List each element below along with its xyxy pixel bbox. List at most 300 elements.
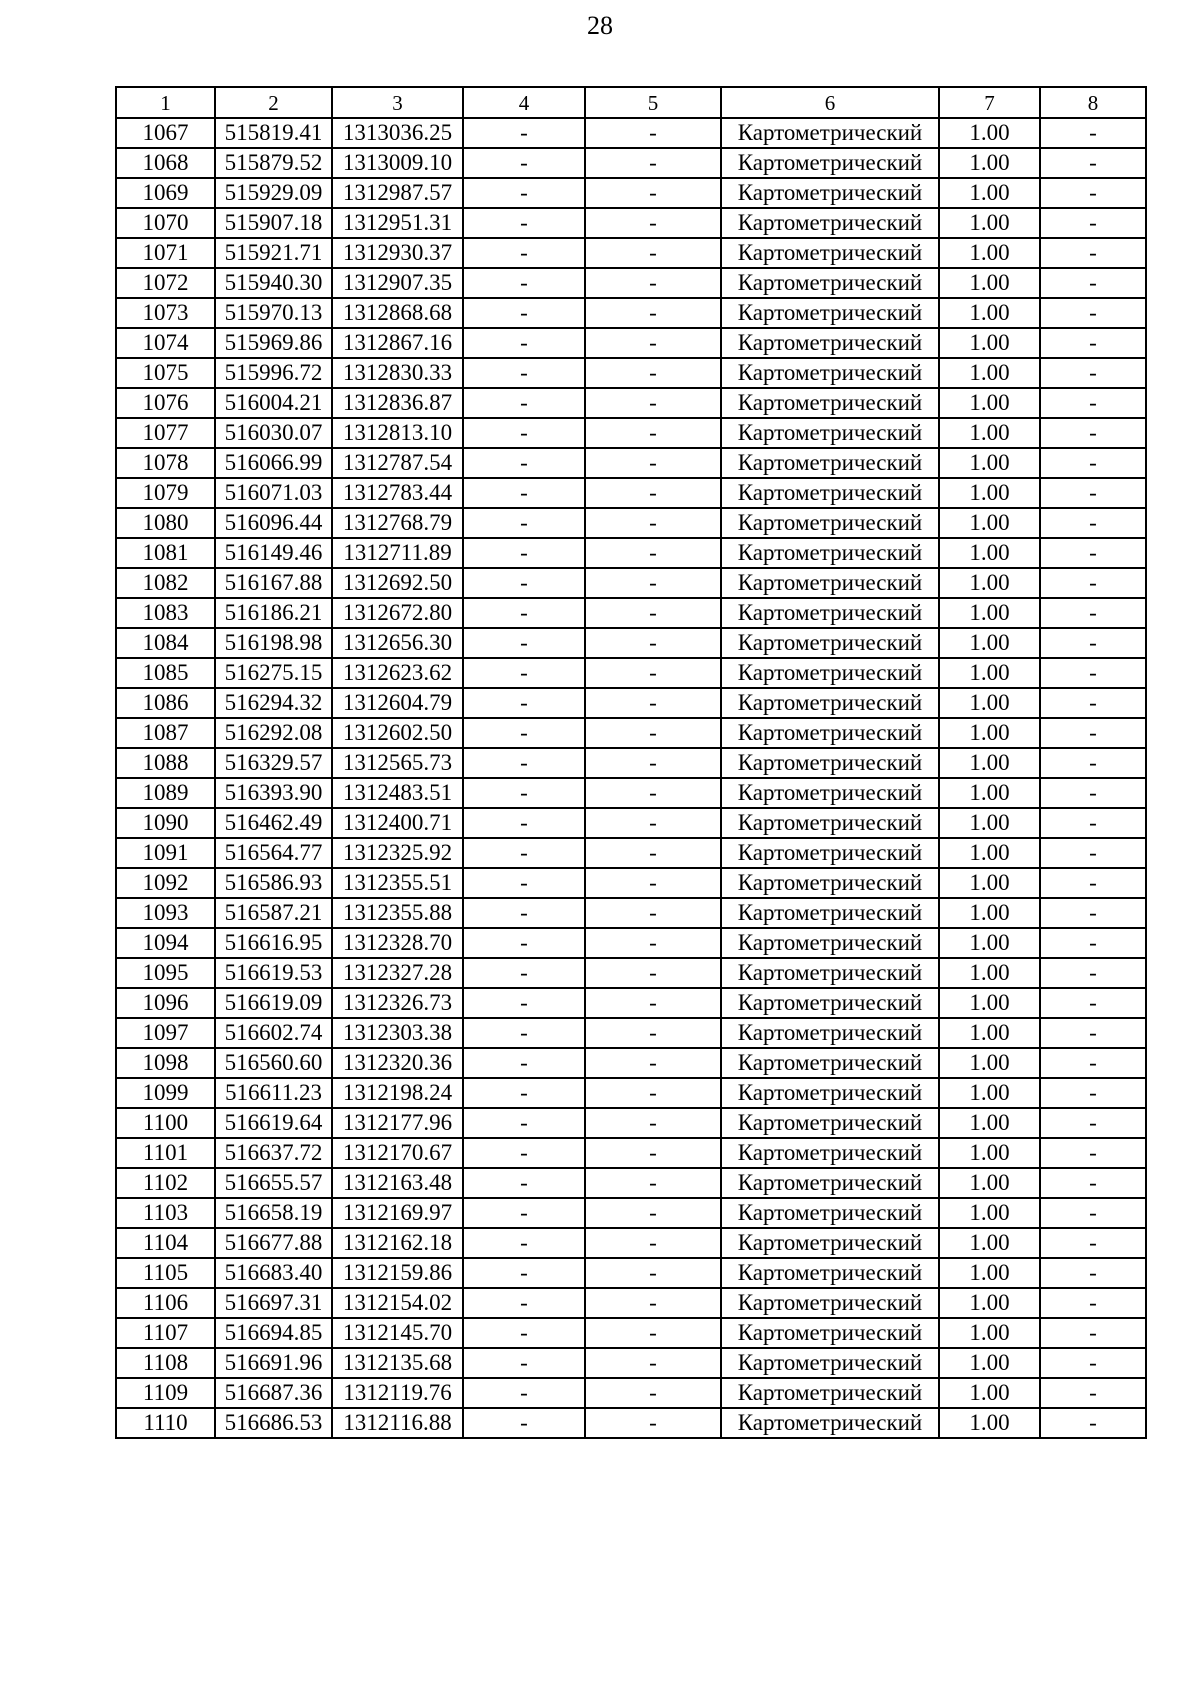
point-number-cell: 1092 bbox=[116, 868, 215, 898]
col5-cell: - bbox=[585, 1198, 721, 1228]
x-coordinate-cell: 515996.72 bbox=[215, 358, 332, 388]
y-coordinate-cell: 1312930.37 bbox=[332, 238, 463, 268]
x-coordinate-cell: 516697.31 bbox=[215, 1288, 332, 1318]
accuracy-cell: 1.00 bbox=[939, 478, 1040, 508]
table-row bbox=[116, 238, 1146, 268]
col4-cell: - bbox=[463, 1258, 585, 1288]
x-coordinate-cell: 516655.57 bbox=[215, 1168, 332, 1198]
y-coordinate-cell: 1312711.89 bbox=[332, 538, 463, 568]
table-row bbox=[116, 718, 1146, 748]
table-row bbox=[116, 1138, 1146, 1168]
point-number-cell: 1106 bbox=[116, 1288, 215, 1318]
col5-cell: - bbox=[585, 838, 721, 868]
col4-cell: - bbox=[463, 748, 585, 778]
y-coordinate-cell: 1312787.54 bbox=[332, 448, 463, 478]
col8-cell: - bbox=[1040, 1258, 1146, 1288]
col4-cell: - bbox=[463, 148, 585, 178]
accuracy-cell: 1.00 bbox=[939, 1258, 1040, 1288]
col5-cell: - bbox=[585, 1168, 721, 1198]
accuracy-cell: 1.00 bbox=[939, 238, 1040, 268]
table-row bbox=[116, 808, 1146, 838]
col5-cell: - bbox=[585, 508, 721, 538]
x-coordinate-cell: 516637.72 bbox=[215, 1138, 332, 1168]
method-cell: Картометрический bbox=[721, 118, 939, 148]
x-coordinate-cell: 516611.23 bbox=[215, 1078, 332, 1108]
table-row bbox=[116, 748, 1146, 778]
y-coordinate-cell: 1312987.57 bbox=[332, 178, 463, 208]
point-number-cell: 1081 bbox=[116, 538, 215, 568]
x-coordinate-cell: 516275.15 bbox=[215, 658, 332, 688]
table-row bbox=[116, 178, 1146, 208]
col4-cell: - bbox=[463, 538, 585, 568]
col8-cell: - bbox=[1040, 178, 1146, 208]
y-coordinate-cell: 1312163.48 bbox=[332, 1168, 463, 1198]
col4-cell: - bbox=[463, 508, 585, 538]
table-row bbox=[116, 778, 1146, 808]
accuracy-cell: 1.00 bbox=[939, 988, 1040, 1018]
col4-cell: - bbox=[463, 1348, 585, 1378]
col5-cell: - bbox=[585, 148, 721, 178]
y-coordinate-cell: 1312327.28 bbox=[332, 958, 463, 988]
accuracy-cell: 1.00 bbox=[939, 838, 1040, 868]
accuracy-cell: 1.00 bbox=[939, 1348, 1040, 1378]
accuracy-cell: 1.00 bbox=[939, 808, 1040, 838]
y-coordinate-cell: 1312483.51 bbox=[332, 778, 463, 808]
col8-cell: - bbox=[1040, 718, 1146, 748]
y-coordinate-cell: 1312692.50 bbox=[332, 568, 463, 598]
col4-cell: - bbox=[463, 1108, 585, 1138]
table-body bbox=[116, 118, 1146, 1438]
col5-cell: - bbox=[585, 1228, 721, 1258]
x-coordinate-cell: 516602.74 bbox=[215, 1018, 332, 1048]
col4-cell: - bbox=[463, 628, 585, 658]
point-number-cell: 1082 bbox=[116, 568, 215, 598]
col5-cell: - bbox=[585, 388, 721, 418]
y-coordinate-cell: 1312868.68 bbox=[332, 298, 463, 328]
accuracy-cell: 1.00 bbox=[939, 1408, 1040, 1438]
method-cell: Картометрический bbox=[721, 808, 939, 838]
method-cell: Картометрический bbox=[721, 1138, 939, 1168]
method-cell: Картометрический bbox=[721, 658, 939, 688]
point-number-cell: 1086 bbox=[116, 688, 215, 718]
col8-cell: - bbox=[1040, 1168, 1146, 1198]
point-number-cell: 1080 bbox=[116, 508, 215, 538]
col5-cell: - bbox=[585, 748, 721, 778]
col5-cell: - bbox=[585, 1138, 721, 1168]
point-number-cell: 1079 bbox=[116, 478, 215, 508]
method-cell: Картометрический bbox=[721, 1078, 939, 1108]
accuracy-cell: 1.00 bbox=[939, 748, 1040, 778]
col8-cell: - bbox=[1040, 1378, 1146, 1408]
col8-cell: - bbox=[1040, 1318, 1146, 1348]
x-coordinate-cell: 516586.93 bbox=[215, 868, 332, 898]
method-cell: Картометрический bbox=[721, 358, 939, 388]
point-number-cell: 1072 bbox=[116, 268, 215, 298]
point-number-cell: 1090 bbox=[116, 808, 215, 838]
method-cell: Картометрический bbox=[721, 328, 939, 358]
col4-cell: - bbox=[463, 448, 585, 478]
col4-cell: - bbox=[463, 328, 585, 358]
method-cell: Картометрический bbox=[721, 1018, 939, 1048]
col4-cell: - bbox=[463, 478, 585, 508]
x-coordinate-cell: 516198.98 bbox=[215, 628, 332, 658]
method-cell: Картометрический bbox=[721, 568, 939, 598]
point-number-cell: 1093 bbox=[116, 898, 215, 928]
col5-cell: - bbox=[585, 418, 721, 448]
y-coordinate-cell: 1312813.10 bbox=[332, 418, 463, 448]
x-coordinate-cell: 515970.13 bbox=[215, 298, 332, 328]
table-row bbox=[116, 1018, 1146, 1048]
y-coordinate-cell: 1312867.16 bbox=[332, 328, 463, 358]
col8-cell: - bbox=[1040, 298, 1146, 328]
method-cell: Картометрический bbox=[721, 1198, 939, 1228]
x-coordinate-cell: 515940.30 bbox=[215, 268, 332, 298]
table-row bbox=[116, 958, 1146, 988]
method-cell: Картометрический bbox=[721, 778, 939, 808]
col4-cell: - bbox=[463, 778, 585, 808]
accuracy-cell: 1.00 bbox=[939, 958, 1040, 988]
y-coordinate-cell: 1312951.31 bbox=[332, 208, 463, 238]
col4-cell: - bbox=[463, 1048, 585, 1078]
col4-cell: - bbox=[463, 118, 585, 148]
col4-cell: - bbox=[463, 838, 585, 868]
table-row bbox=[116, 628, 1146, 658]
point-number-cell: 1107 bbox=[116, 1318, 215, 1348]
col8-cell: - bbox=[1040, 778, 1146, 808]
table-row bbox=[116, 1408, 1146, 1438]
x-coordinate-cell: 515921.71 bbox=[215, 238, 332, 268]
point-number-cell: 1105 bbox=[116, 1258, 215, 1288]
col4-cell: - bbox=[463, 1018, 585, 1048]
accuracy-cell: 1.00 bbox=[939, 538, 1040, 568]
x-coordinate-cell: 516686.53 bbox=[215, 1408, 332, 1438]
y-coordinate-cell: 1312135.68 bbox=[332, 1348, 463, 1378]
table-row bbox=[116, 1048, 1146, 1078]
point-number-cell: 1091 bbox=[116, 838, 215, 868]
y-coordinate-cell: 1312154.02 bbox=[332, 1288, 463, 1318]
col5-cell: - bbox=[585, 1078, 721, 1108]
table-row bbox=[116, 1198, 1146, 1228]
table-row bbox=[116, 838, 1146, 868]
col8-cell: - bbox=[1040, 958, 1146, 988]
point-number-cell: 1103 bbox=[116, 1198, 215, 1228]
accuracy-cell: 1.00 bbox=[939, 778, 1040, 808]
col5-cell: - bbox=[585, 538, 721, 568]
x-coordinate-cell: 516292.08 bbox=[215, 718, 332, 748]
y-coordinate-cell: 1312116.88 bbox=[332, 1408, 463, 1438]
col5-cell: - bbox=[585, 1378, 721, 1408]
col4-cell: - bbox=[463, 178, 585, 208]
column-header: 5 bbox=[585, 87, 721, 118]
y-coordinate-cell: 1312159.86 bbox=[332, 1258, 463, 1288]
x-coordinate-cell: 516691.96 bbox=[215, 1348, 332, 1378]
table-row bbox=[116, 1288, 1146, 1318]
point-number-cell: 1110 bbox=[116, 1408, 215, 1438]
col8-cell: - bbox=[1040, 328, 1146, 358]
x-coordinate-cell: 516687.36 bbox=[215, 1378, 332, 1408]
method-cell: Картометрический bbox=[721, 988, 939, 1018]
column-header: 6 bbox=[721, 87, 939, 118]
col5-cell: - bbox=[585, 1048, 721, 1078]
point-number-cell: 1097 bbox=[116, 1018, 215, 1048]
accuracy-cell: 1.00 bbox=[939, 1378, 1040, 1408]
y-coordinate-cell: 1312320.36 bbox=[332, 1048, 463, 1078]
column-header: 7 bbox=[939, 87, 1040, 118]
col5-cell: - bbox=[585, 268, 721, 298]
method-cell: Картометрический bbox=[721, 508, 939, 538]
point-number-cell: 1070 bbox=[116, 208, 215, 238]
table-row bbox=[116, 1318, 1146, 1348]
table-row bbox=[116, 388, 1146, 418]
table-row bbox=[116, 418, 1146, 448]
col8-cell: - bbox=[1040, 1228, 1146, 1258]
method-cell: Картометрический bbox=[721, 958, 939, 988]
accuracy-cell: 1.00 bbox=[939, 568, 1040, 598]
col5-cell: - bbox=[585, 658, 721, 688]
x-coordinate-cell: 516186.21 bbox=[215, 598, 332, 628]
col4-cell: - bbox=[463, 898, 585, 928]
method-cell: Картометрический bbox=[721, 598, 939, 628]
col8-cell: - bbox=[1040, 448, 1146, 478]
point-number-cell: 1087 bbox=[116, 718, 215, 748]
col8-cell: - bbox=[1040, 1288, 1146, 1318]
column-header: 1 bbox=[116, 87, 215, 118]
col4-cell: - bbox=[463, 1198, 585, 1228]
method-cell: Картометрический bbox=[721, 688, 939, 718]
col5-cell: - bbox=[585, 1348, 721, 1378]
table-row bbox=[116, 148, 1146, 178]
point-number-cell: 1101 bbox=[116, 1138, 215, 1168]
y-coordinate-cell: 1312328.70 bbox=[332, 928, 463, 958]
col8-cell: - bbox=[1040, 688, 1146, 718]
col4-cell: - bbox=[463, 358, 585, 388]
x-coordinate-cell: 515929.09 bbox=[215, 178, 332, 208]
table-row bbox=[116, 1258, 1146, 1288]
y-coordinate-cell: 1312355.88 bbox=[332, 898, 463, 928]
col4-cell: - bbox=[463, 958, 585, 988]
accuracy-cell: 1.00 bbox=[939, 1138, 1040, 1168]
y-coordinate-cell: 1312326.73 bbox=[332, 988, 463, 1018]
col5-cell: - bbox=[585, 688, 721, 718]
col5-cell: - bbox=[585, 328, 721, 358]
col8-cell: - bbox=[1040, 1408, 1146, 1438]
col8-cell: - bbox=[1040, 898, 1146, 928]
accuracy-cell: 1.00 bbox=[939, 898, 1040, 928]
col5-cell: - bbox=[585, 1258, 721, 1288]
accuracy-cell: 1.00 bbox=[939, 418, 1040, 448]
col8-cell: - bbox=[1040, 748, 1146, 778]
x-coordinate-cell: 515907.18 bbox=[215, 208, 332, 238]
col8-cell: - bbox=[1040, 508, 1146, 538]
method-cell: Картометрический bbox=[721, 928, 939, 958]
col5-cell: - bbox=[585, 1318, 721, 1348]
y-coordinate-cell: 1312602.50 bbox=[332, 718, 463, 748]
col4-cell: - bbox=[463, 298, 585, 328]
y-coordinate-cell: 1313009.10 bbox=[332, 148, 463, 178]
col8-cell: - bbox=[1040, 358, 1146, 388]
table-row bbox=[116, 868, 1146, 898]
accuracy-cell: 1.00 bbox=[939, 328, 1040, 358]
table-row bbox=[116, 598, 1146, 628]
col5-cell: - bbox=[585, 898, 721, 928]
table-row bbox=[116, 478, 1146, 508]
method-cell: Картометрический bbox=[721, 748, 939, 778]
col4-cell: - bbox=[463, 1288, 585, 1318]
point-number-cell: 1109 bbox=[116, 1378, 215, 1408]
col4-cell: - bbox=[463, 268, 585, 298]
accuracy-cell: 1.00 bbox=[939, 928, 1040, 958]
x-coordinate-cell: 516619.64 bbox=[215, 1108, 332, 1138]
column-header: 4 bbox=[463, 87, 585, 118]
col8-cell: - bbox=[1040, 658, 1146, 688]
column-header: 2 bbox=[215, 87, 332, 118]
col4-cell: - bbox=[463, 208, 585, 238]
col8-cell: - bbox=[1040, 1078, 1146, 1108]
col5-cell: - bbox=[585, 238, 721, 268]
y-coordinate-cell: 1312198.24 bbox=[332, 1078, 463, 1108]
x-coordinate-cell: 516167.88 bbox=[215, 568, 332, 598]
table-row bbox=[116, 1108, 1146, 1138]
accuracy-cell: 1.00 bbox=[939, 658, 1040, 688]
col8-cell: - bbox=[1040, 208, 1146, 238]
col4-cell: - bbox=[463, 1408, 585, 1438]
table-row bbox=[116, 1078, 1146, 1108]
point-number-cell: 1084 bbox=[116, 628, 215, 658]
y-coordinate-cell: 1313036.25 bbox=[332, 118, 463, 148]
col8-cell: - bbox=[1040, 148, 1146, 178]
point-number-cell: 1108 bbox=[116, 1348, 215, 1378]
col5-cell: - bbox=[585, 988, 721, 1018]
y-coordinate-cell: 1312672.80 bbox=[332, 598, 463, 628]
col5-cell: - bbox=[585, 1018, 721, 1048]
x-coordinate-cell: 516030.07 bbox=[215, 418, 332, 448]
accuracy-cell: 1.00 bbox=[939, 268, 1040, 298]
method-cell: Картометрический bbox=[721, 418, 939, 448]
y-coordinate-cell: 1312400.71 bbox=[332, 808, 463, 838]
x-coordinate-cell: 516294.32 bbox=[215, 688, 332, 718]
method-cell: Картометрический bbox=[721, 298, 939, 328]
accuracy-cell: 1.00 bbox=[939, 688, 1040, 718]
x-coordinate-cell: 515879.52 bbox=[215, 148, 332, 178]
y-coordinate-cell: 1312303.38 bbox=[332, 1018, 463, 1048]
col8-cell: - bbox=[1040, 808, 1146, 838]
x-coordinate-cell: 516066.99 bbox=[215, 448, 332, 478]
col4-cell: - bbox=[463, 808, 585, 838]
method-cell: Картометрический bbox=[721, 1408, 939, 1438]
method-cell: Картометрический bbox=[721, 538, 939, 568]
method-cell: Картометрический bbox=[721, 1288, 939, 1318]
col4-cell: - bbox=[463, 1078, 585, 1108]
table-row bbox=[116, 358, 1146, 388]
accuracy-cell: 1.00 bbox=[939, 1228, 1040, 1258]
point-number-cell: 1067 bbox=[116, 118, 215, 148]
point-number-cell: 1069 bbox=[116, 178, 215, 208]
point-number-cell: 1088 bbox=[116, 748, 215, 778]
y-coordinate-cell: 1312145.70 bbox=[332, 1318, 463, 1348]
y-coordinate-cell: 1312169.97 bbox=[332, 1198, 463, 1228]
accuracy-cell: 1.00 bbox=[939, 298, 1040, 328]
point-number-cell: 1073 bbox=[116, 298, 215, 328]
table-row bbox=[116, 1228, 1146, 1258]
table-row bbox=[116, 1348, 1146, 1378]
point-number-cell: 1083 bbox=[116, 598, 215, 628]
table-row bbox=[116, 1168, 1146, 1198]
col8-cell: - bbox=[1040, 868, 1146, 898]
x-coordinate-cell: 515969.86 bbox=[215, 328, 332, 358]
column-header: 3 bbox=[332, 87, 463, 118]
col5-cell: - bbox=[585, 478, 721, 508]
col8-cell: - bbox=[1040, 478, 1146, 508]
col5-cell: - bbox=[585, 568, 721, 598]
point-number-cell: 1096 bbox=[116, 988, 215, 1018]
col5-cell: - bbox=[585, 808, 721, 838]
accuracy-cell: 1.00 bbox=[939, 1018, 1040, 1048]
table-row bbox=[116, 538, 1146, 568]
method-cell: Картометрический bbox=[721, 1168, 939, 1198]
point-number-cell: 1100 bbox=[116, 1108, 215, 1138]
y-coordinate-cell: 1312170.67 bbox=[332, 1138, 463, 1168]
method-cell: Картометрический bbox=[721, 1048, 939, 1078]
table-row bbox=[116, 298, 1146, 328]
col5-cell: - bbox=[585, 928, 721, 958]
col8-cell: - bbox=[1040, 928, 1146, 958]
col8-cell: - bbox=[1040, 598, 1146, 628]
method-cell: Картометрический bbox=[721, 178, 939, 208]
method-cell: Картометрический bbox=[721, 478, 939, 508]
method-cell: Картометрический bbox=[721, 268, 939, 298]
point-number-cell: 1076 bbox=[116, 388, 215, 418]
col8-cell: - bbox=[1040, 388, 1146, 418]
table-row bbox=[116, 268, 1146, 298]
col4-cell: - bbox=[463, 418, 585, 448]
x-coordinate-cell: 516560.60 bbox=[215, 1048, 332, 1078]
col8-cell: - bbox=[1040, 538, 1146, 568]
x-coordinate-cell: 516619.53 bbox=[215, 958, 332, 988]
x-coordinate-cell: 516393.90 bbox=[215, 778, 332, 808]
method-cell: Картометрический bbox=[721, 1348, 939, 1378]
col8-cell: - bbox=[1040, 838, 1146, 868]
method-cell: Картометрический bbox=[721, 1108, 939, 1138]
table-row bbox=[116, 898, 1146, 928]
col8-cell: - bbox=[1040, 1348, 1146, 1378]
y-coordinate-cell: 1312783.44 bbox=[332, 478, 463, 508]
col8-cell: - bbox=[1040, 118, 1146, 148]
col4-cell: - bbox=[463, 868, 585, 898]
col4-cell: - bbox=[463, 1138, 585, 1168]
accuracy-cell: 1.00 bbox=[939, 508, 1040, 538]
y-coordinate-cell: 1312623.62 bbox=[332, 658, 463, 688]
col5-cell: - bbox=[585, 778, 721, 808]
col5-cell: - bbox=[585, 298, 721, 328]
col5-cell: - bbox=[585, 868, 721, 898]
x-coordinate-cell: 516096.44 bbox=[215, 508, 332, 538]
y-coordinate-cell: 1312604.79 bbox=[332, 688, 463, 718]
page-number: 28 bbox=[587, 11, 613, 40]
point-number-cell: 1094 bbox=[116, 928, 215, 958]
accuracy-cell: 1.00 bbox=[939, 1048, 1040, 1078]
col8-cell: - bbox=[1040, 268, 1146, 298]
x-coordinate-cell: 516587.21 bbox=[215, 898, 332, 928]
point-number-cell: 1095 bbox=[116, 958, 215, 988]
col4-cell: - bbox=[463, 238, 585, 268]
x-coordinate-cell: 516329.57 bbox=[215, 748, 332, 778]
accuracy-cell: 1.00 bbox=[939, 868, 1040, 898]
accuracy-cell: 1.00 bbox=[939, 1198, 1040, 1228]
point-number-cell: 1075 bbox=[116, 358, 215, 388]
col4-cell: - bbox=[463, 1168, 585, 1198]
x-coordinate-cell: 516694.85 bbox=[215, 1318, 332, 1348]
col4-cell: - bbox=[463, 598, 585, 628]
